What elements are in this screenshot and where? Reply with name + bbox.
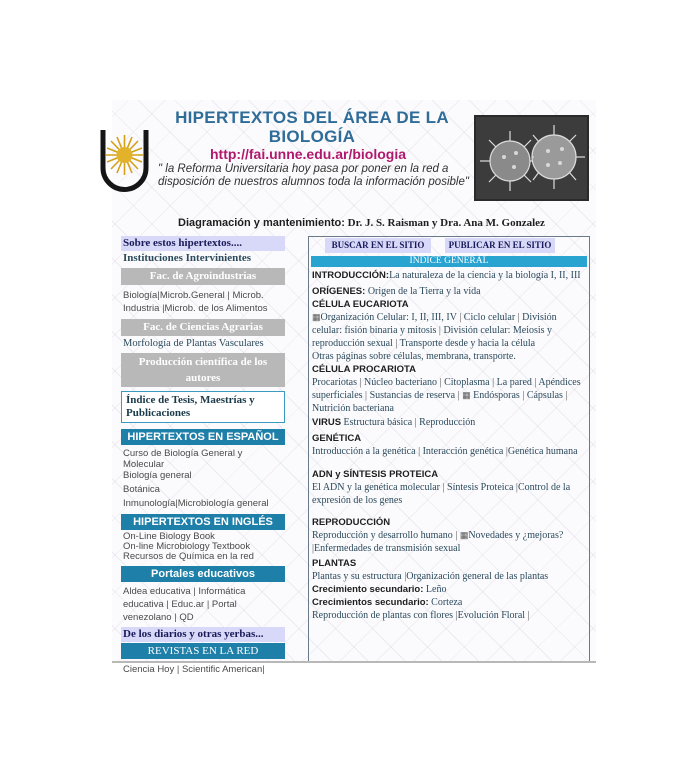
recursos-quimica-link[interactable]: Recursos de Química en la red — [123, 551, 254, 562]
informatica-educativa-link[interactable]: Informática educativa — [123, 586, 246, 610]
credits-line — [178, 217, 598, 229]
plantas-estructura-link[interactable]: Plantas y su estructura — [312, 571, 402, 582]
ingles-links — [121, 530, 285, 562]
leno-link[interactable]: Leño — [425, 584, 447, 595]
origenes-heading: ORÍGENES: — [312, 286, 366, 297]
curso-biologia-link[interactable]: Curso de Biología General y Molecular — [123, 448, 243, 470]
morfologia-link[interactable]: Morfología de Plantas Vasculares — [123, 338, 264, 349]
adn-genetica-molecular-link[interactable]: El ADN y la genética molecular — [312, 482, 441, 493]
credits-label: Diagramación y mantenimiento: — [178, 217, 345, 229]
nucleo-bacteriano-link[interactable]: Núcleo bacteriano — [364, 377, 438, 388]
enfermedades-link[interactable]: Enfermedades de transmisión sexual — [314, 543, 461, 554]
inmunologia-link[interactable]: Inmunología — [123, 498, 176, 509]
evolucion-floral-link[interactable]: Evolución Floral — [457, 610, 526, 621]
intro-heading: INTRODUCCIÓN: — [312, 270, 390, 281]
microb-general-link[interactable]: Microb.General — [159, 290, 225, 301]
botanica-link[interactable]: Botánica — [123, 484, 160, 495]
novedades-link[interactable]: Novedades y ¿mejoras? — [468, 530, 564, 541]
eucariota-heading: CÉLULA EUCARIOTA — [312, 299, 409, 310]
ciclo-celular-link[interactable]: Ciclo celular — [463, 312, 516, 323]
organizacion-celular-link[interactable]: Organización Celular: I, II, III, IV — [320, 312, 457, 323]
otras-paginas-link[interactable]: Otras páginas sobre células, membrana, transporte. — [312, 351, 516, 362]
index-content: INTRODUCCIÓN:La naturaleza de la ciencia y la biología I, II, III ORÍGENES: Origen de la Tierra y la vida CÉLULA EUCARIOTA ▦Organización Celular: I, II, III, IV | Ciclo celular | División celular: fisión binaria y mitosis | División celular: Meiosis y reproducción sexual | Transporte desde y hacia la célula Otras páginas sobre células, membrana, transporte. CÉLULA PROCARIOTA Procariotas | Núcleo bacteriano | Citoplasma | La pared | Apéndices superficiales | Sustancias de reserva | ▦ Endósporas | Cápsulas | Nutrición bacteriana VIRUS Estructura básica | Reproducción GENÉTICA Introducción a la genética | Interacción genética |Genética humana ADN y SÍNTESIS PROTEICA El ADN y la genética molecular | Síntesis Proteica |Control de la expresión de los genes REPRODUCCIÓN Reproducción y desarrollo humano | ▦Novedades y ¿mejoras? |Enfermedades de transmisión sexual PLANTAS Plantas y su estructura |Organización general de las plantas Crecimiento secundario: Leño Crecimientos secundario: Corteza Reproducción de plantas con flores |Evolución Floral | — [309, 267, 589, 622]
sintesis-proteica-link[interactable]: Síntesis Proteica — [447, 482, 514, 493]
pollen-grain-photo — [474, 115, 589, 201]
educ-ar-link[interactable]: Educ.ar — [171, 599, 205, 610]
agro-links: Biología|Microb.General | Microb. Industria |Microb. de los Alimentos — [123, 290, 268, 314]
left-sidebar — [121, 236, 285, 676]
microbiologia-general-link[interactable]: Microbiología general — [177, 498, 269, 509]
indice-tesis-link[interactable]: Índice de Tesis, Maestrías y Publicaciones — [121, 391, 285, 423]
genetica-heading: GENÉTICA — [312, 433, 362, 444]
hipertextos-ingles-header: HIPERTEXTOS EN INGLÉS — [121, 514, 285, 530]
biologia-general-link[interactable]: Biología general — [123, 470, 192, 481]
division-mitosis-link[interactable]: División celular: fisión binaria y mitosis — [312, 312, 557, 336]
microb-alimentos-link[interactable]: Microb. de los Alimentos — [164, 303, 268, 314]
adn-heading: ADN y SÍNTESIS PROTEICA — [312, 469, 439, 480]
transporte-link[interactable]: Transporte desde y hacia la célula — [399, 338, 536, 349]
online-biology-book-link[interactable]: On-Line Biology Book — [123, 531, 215, 542]
control-expresion-link[interactable]: Control de la expresión de los genes — [312, 482, 571, 506]
plantas-heading: PLANTAS — [312, 558, 357, 569]
indice-general-header: INDICE GENERAL — [311, 256, 587, 267]
reproduccion-humano-link[interactable]: Reproducción y desarrollo humano — [312, 530, 453, 541]
interaccion-genetica-link[interactable]: Interacción genética — [422, 446, 504, 457]
origenes-link[interactable]: Origen de la Tierra y la vida — [367, 286, 481, 297]
crecimiento-1-heading: Crecimiento secundario: — [312, 584, 424, 595]
qd-link[interactable]: QD — [179, 612, 194, 623]
page-title — [162, 108, 462, 146]
credits-names: Dr. J. S. Raisman y Dra. Ana M. Gonzalez — [347, 217, 545, 229]
virus-reproduccion-link[interactable]: Reproducción — [419, 417, 476, 428]
microb-industria-link[interactable]: Microb. Industria — [123, 290, 264, 314]
apendices-link[interactable]: Apéndices superficiales — [312, 377, 581, 401]
hipertextos-espanol-header: HIPERTEXTOS EN ESPAÑOL — [121, 429, 285, 445]
ciencia-hoy-link[interactable]: Ciencia Hoy — [123, 664, 175, 675]
crecimiento-2-heading: Crecimientos secundario: — [312, 597, 429, 608]
title-line-2: BIOLOGÍA — [268, 127, 356, 146]
portales-educativos-header: Portales educativos — [121, 566, 285, 582]
university-sun-logo — [97, 128, 152, 194]
online-microbiology-link[interactable]: On-line Microbiology Textbook — [123, 541, 251, 552]
sustancias-reserva-link[interactable]: Sustancias de reserva — [369, 390, 456, 401]
procariota-heading: CÉLULA PROCARIOTA — [312, 364, 416, 375]
reform-quote: " la Reforma Universitaria hoy pasa por poner en la red a disposición de nuestros alumnos toda la información posible" — [158, 163, 469, 188]
aldea-educativa-link[interactable]: Aldea educativa — [123, 586, 191, 597]
reproduccion-plantas-link[interactable]: Reproducción de plantas con flores — [312, 610, 454, 621]
tab-buscar[interactable]: BUSCAR EN EL SITIO — [325, 238, 431, 253]
intro-genetica-link[interactable]: Introducción a la genética — [312, 446, 416, 457]
fac-agroindustrias-header: Fac. de Agroindustrias — [121, 268, 285, 285]
fac-ciencias-agrarias-header: Fac. de Ciencias Agrarias — [121, 319, 285, 336]
title-line-1: HIPERTEXTOS DEL ÁREA DE LA — [175, 108, 449, 127]
instituciones-link[interactable]: Instituciones Intervinientes — [123, 252, 252, 264]
nutricion-bacteriana-link[interactable]: Nutrición bacteriana — [312, 403, 394, 414]
biologia-link[interactable]: Biología — [123, 290, 158, 301]
endosporas-link[interactable]: Endósporas — [473, 390, 520, 401]
portal-venezolano-link[interactable]: Portal venezolano — [123, 599, 237, 623]
main-index-panel — [308, 236, 590, 662]
portal-links: Aldea educativa | Informática educativa | Educ.ar | Portal venezolano | QD — [123, 586, 246, 623]
virus-heading: VIRUS — [312, 417, 342, 428]
sobre-hipertextos-link[interactable]: Sobre estos hipertextos.... — [121, 236, 285, 251]
top-tabs — [309, 237, 589, 256]
reproduccion-heading: REPRODUCCIÓN — [312, 517, 391, 528]
capsulas-link[interactable]: Cápsulas — [526, 390, 563, 401]
estructura-basica-link[interactable]: Estructura básica — [343, 417, 413, 428]
genetica-humana-link[interactable]: Genética humana — [507, 446, 578, 457]
organizacion-plantas-link[interactable]: Organización general de las plantas — [406, 571, 549, 582]
page-icon: ▦ — [459, 530, 469, 540]
site-url[interactable]: http://fai.unne.edu.ar/biologia — [210, 146, 406, 162]
page-icon: ▦ — [462, 390, 471, 400]
intro-link[interactable]: La naturaleza de la ciencia y la biología I, II, III — [389, 270, 581, 281]
revistas-header: REVISTAS EN LA RED — [121, 643, 285, 659]
produccion-cientifica-header: Producción científica de los autores — [121, 353, 285, 387]
page-icon: ▦ — [312, 312, 321, 322]
diarios-link[interactable]: De los diarios y otras yerbas... — [121, 627, 285, 642]
revista-links: Ciencia Hoy | Scientific American| — [123, 664, 265, 675]
espanol-links: Curso de Biología General y Molecular Biología general Botánica Inmunología|Microbiología general — [121, 445, 285, 509]
corteza-link[interactable]: Corteza — [431, 597, 463, 608]
bottom-divider — [112, 661, 596, 663]
procariotas-link[interactable]: Procariotas — [312, 377, 357, 388]
scientific-american-link[interactable]: Scientific American — [181, 664, 263, 675]
citoplasma-link[interactable]: Citoplasma — [444, 377, 490, 388]
pared-link[interactable]: La pared — [496, 377, 532, 388]
division-meiosis-link[interactable]: División celular: Meiosis y reproducción sexual — [312, 325, 553, 349]
tab-publicar[interactable]: PUBLICAR EN EL SITIO — [445, 238, 555, 253]
